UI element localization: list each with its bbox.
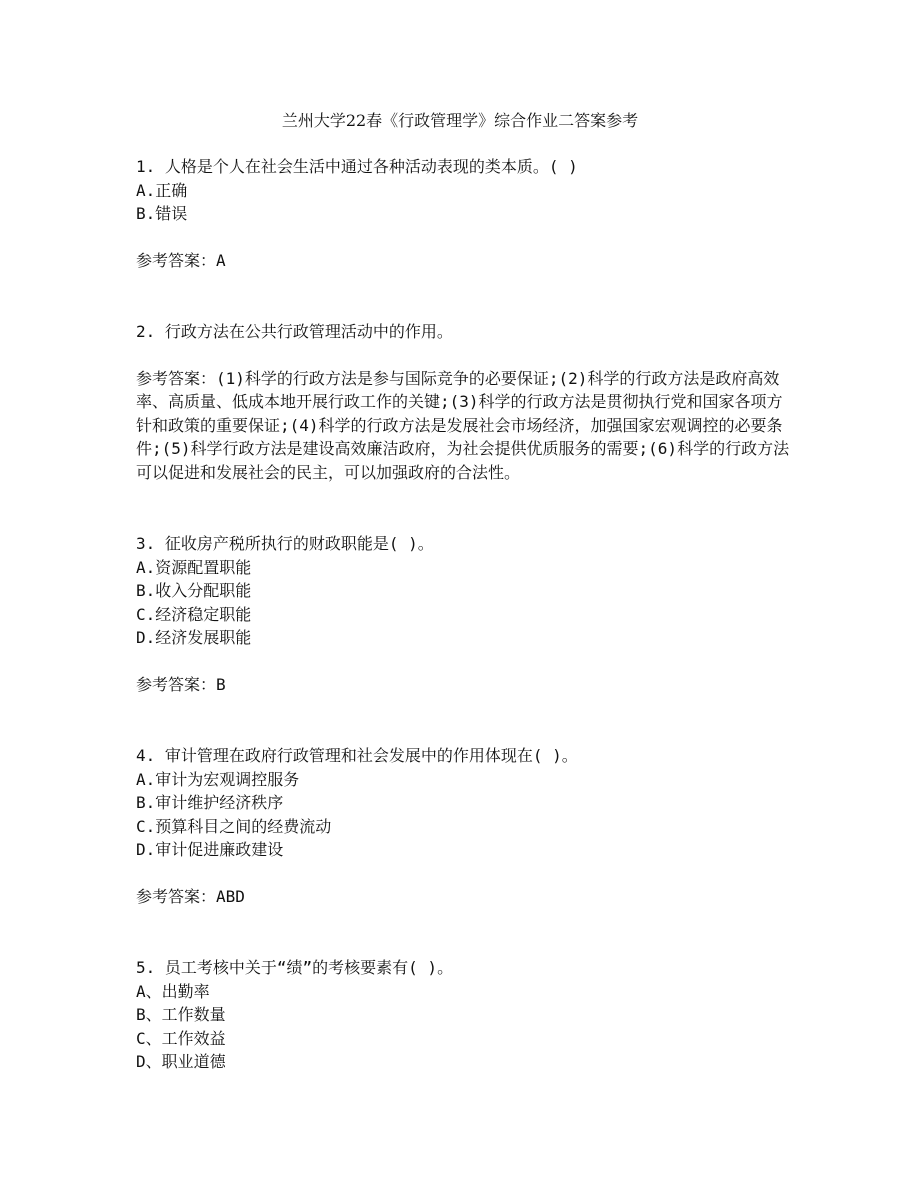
question-4-answer: 参考答案：ABD xyxy=(136,886,245,906)
question-3-option-b: B.收入分配职能 xyxy=(136,581,252,600)
question-5 xyxy=(136,956,796,1074)
question-5-stem: 5. 员工考核中关于“绩”的考核要素有( )。 xyxy=(136,958,454,977)
question-3-answer: 参考答案：B xyxy=(136,674,226,694)
question-4-option-c: C.预算科目之间的经费流动 xyxy=(136,816,332,836)
question-4 xyxy=(136,744,796,908)
question-1-option-b: B.错误 xyxy=(136,204,188,223)
question-1 xyxy=(136,155,796,272)
document-title: 兰州大学22春《行政管理学》综合作业二答案参考 xyxy=(281,111,639,130)
question-5-option-b: B、工作数量 xyxy=(136,1005,226,1024)
question-2-answer: 参考答案：(1)科学的行政方法是参与国际竞争的必要保证;(2)科学的行政方法是政府高效率、高质量、低成本地开展行政工作的关键;(3)科学的行政方法是贯彻执行党和国家各项方针和政策的重要保证;(4)科学的行政方法是发展社会市场经济，加强国家宏观调控的必要条件;(5)科学行政方法是建设高效廉洁政府，为社会提供优质服务的需要;(6)科学的行政方法可以促进和发展社会的民主，可以加强政府的合法性。 xyxy=(136,368,790,482)
question-5-option-a: A、出勤率 xyxy=(136,981,210,1001)
question-4-option-b: B.审计维护经济秩序 xyxy=(136,793,284,812)
question-1-option-a: A.正确 xyxy=(136,180,188,200)
question-4-option-a: A.审计为宏观调控服务 xyxy=(136,769,300,789)
question-3 xyxy=(136,532,796,696)
question-2 xyxy=(136,320,796,484)
question-3-stem: 3. 征收房产税所执行的财政职能是( )。 xyxy=(136,534,434,553)
question-5-option-d: D、职业道德 xyxy=(136,1052,226,1071)
question-list xyxy=(136,155,796,1074)
question-3-option-c: C.经济稳定职能 xyxy=(136,604,252,624)
question-1-stem: 1. 人格是个人在社会生活中通过各种活动表现的类本质。( ) xyxy=(136,157,578,176)
question-5-option-c: C、工作效益 xyxy=(136,1028,226,1048)
question-2-stem: 2. 行政方法在公共行政管理活动中的作用。 xyxy=(136,322,453,341)
question-3-option-d: D.经济发展职能 xyxy=(136,628,252,647)
question-4-option-d: D.审计促进廉政建设 xyxy=(136,840,284,859)
question-1-answer: 参考答案：A xyxy=(136,250,226,270)
question-3-option-a: A.资源配置职能 xyxy=(136,557,252,577)
question-4-stem: 4. 审计管理在政府行政管理和社会发展中的作用体现在( )。 xyxy=(136,746,578,765)
